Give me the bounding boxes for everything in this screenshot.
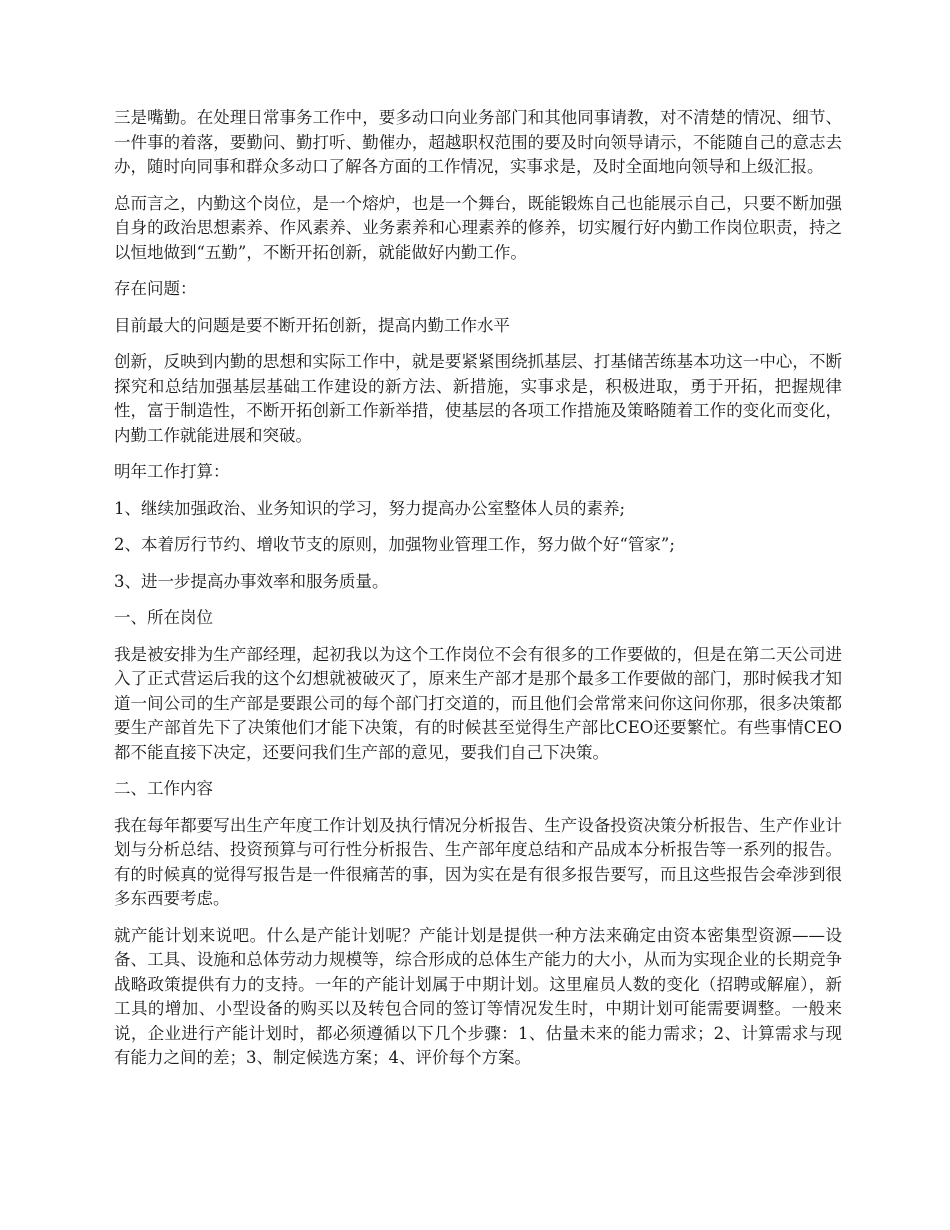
paragraph: 总而言之，内勤这个岗位，是一个熔炉，也是一个舞台，既能锻炼自己也能展示自己，只要不断加强自身的政治思想素养、作风素养、业务素养和心理素养的修养，切实履行好内勤工作岗位职责，持之以恒地做到“五勤”，不断开拓创新，就能做好内勤工作。 — [114, 193, 842, 262]
list-item: 3、进一步提高办事效率和服务质量。 — [114, 571, 389, 591]
section-heading: 存在问题： — [114, 279, 197, 298]
section-heading: 二、工作内容 — [114, 779, 213, 798]
section-heading: 一、所在岗位 — [114, 608, 213, 627]
document-body — [114, 106, 842, 1083]
list-item: 2、本着厉行节约、增收节支的原则，加强物业管理工作，努力做个好“管家”; — [114, 535, 675, 554]
list-item: 1、继续加强政治、业务知识的学习，努力提高办公室整体人员的素养; — [114, 498, 626, 518]
paragraph: 创新，反映到内勤的思想和实际工作中，就是要紧紧围绕抓基层、打基储苦练基本功这一中心，不断探究和总结加强基层基础工作建设的新方法、新措施，实事求是，积极进取，勇于开拓，把握规律性，富于制造性，不断开拓创新工作新举措，使基层的各项工作措施及策略随着工作的变化而变化，内勤工作就能进展和突破。 — [114, 352, 842, 445]
section-heading: 明年工作打算： — [114, 462, 230, 481]
paragraph: 我是被安排为生产部经理，起初我以为这个工作岗位不会有很多的工作要做的，但是在第二天公司进入了正式营运后我的这个幻想就被破灭了，原来生产部才是那个最多工作要做的部门，那时候我才知道一间公司的生产部是要跟公司的每个部门打交道的，而且他们会常常来问你这问你那，很多决策都要生产部首先下了决策他们才能下决策，有的时候甚至觉得生产部比CEO还要繁忙。有些事情CEO都不能直接下决定，还要问我们生产部的意见，要我们自己下决策。 — [114, 644, 842, 762]
paragraph: 目前最大的问题是要不断开拓创新，提高内勤工作水平 — [114, 315, 510, 335]
paragraph: 我在每年都要写出生产年度工作计划及执行情况分析报告、生产设备投资决策分析报告、生产作业计划与分析总结、投资预算与可行性分析报告、生产部年度总结和产品成本分析报告等一系列的报告。有的时候真的觉得写报告是一件很痛苦的事，因为实在是有很多报告要写，而且这些报告会牵涉到很多东西要考虑。 — [114, 815, 842, 908]
paragraph: 三是嘴勤。在处理日常事务工作中，要多动口向业务部门和其他同事请教，对不清楚的情况、细节、一件事的着落，要勤问、勤打听、勤催办，超越职权范围的要及时向领导请示，不能随自己的意志去办，随时向同事和群众多动口了解各方面的工作情况，实事求是，及时全面地向领导和上级汇报。 — [114, 108, 842, 176]
paragraph: 就产能计划来说吧。什么是产能计划呢？产能计划是提供一种方法来确定由资本密集型资源——设备、工具、设施和总体劳动力规模等，综合形成的总体生产能力的大小，从而为实现企业的长期竞争战略政策提供有力的支持。一年的产能计划属于中期计划。这里雇员人数的变化（招聘或解雇），新工具的增加、小型设备的购买以及转包合同的签订等情况发生时，中期计划可能需要调整。一般来说，企业进行产能计划时，都必须遵循以下几个步骤：1、估量未来的能力需求；2、计算需求与现有能力之间的差；3、制定候选方案；4、评价每个方案。 — [114, 925, 842, 1067]
